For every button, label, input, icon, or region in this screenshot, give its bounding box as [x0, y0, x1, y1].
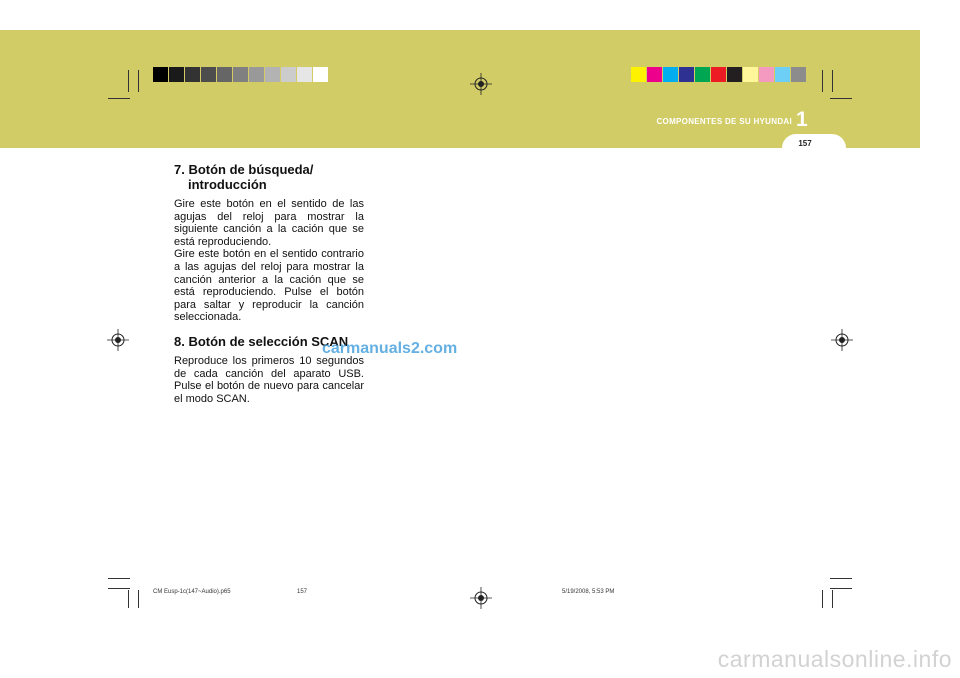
color-swatch: [313, 67, 328, 82]
color-swatch: [201, 67, 216, 82]
color-swatch: [217, 67, 232, 82]
crop-mark: [830, 588, 852, 589]
crop-mark: [832, 70, 833, 92]
crop-mark: [138, 590, 139, 608]
page-number: 157: [798, 139, 812, 148]
color-swatch: [663, 67, 678, 82]
footer-page: 157: [297, 589, 308, 595]
crop-mark: [108, 578, 130, 579]
footer-datetime: 5/19/2008, 5:53 PM: [562, 589, 615, 595]
crop-mark: [822, 590, 823, 608]
color-swatch: [281, 67, 296, 82]
paragraph: Gire este botón en el sentido de las agujas del reloj para mostrar la siguiente canción a la cación que se está reproduciendo.: [174, 198, 364, 248]
heading-scan-button: 8. Botón de selección SCAN: [174, 333, 349, 349]
content-column: [174, 162, 364, 411]
bottom-brand-text: carmanualsonline.info: [717, 646, 952, 672]
registration-mark-icon: [470, 587, 492, 609]
grayscale-color-bar: [153, 67, 329, 82]
heading-line: 7. Botón de búsqueda/: [174, 162, 314, 177]
watermark: carmanuals2.com: [322, 340, 458, 357]
heading-line: introducción: [188, 177, 267, 192]
crop-mark: [830, 98, 852, 99]
color-swatch: [249, 67, 264, 82]
color-swatch: [265, 67, 280, 82]
crop-mark: [108, 588, 130, 589]
color-swatch: [743, 67, 758, 82]
color-swatch: [775, 67, 790, 82]
section-title: COMPONENTES DE SU HYUNDAI: [656, 117, 792, 126]
crop-mark: [138, 70, 139, 92]
crop-mark: [830, 578, 852, 579]
color-swatch: [727, 67, 742, 82]
color-swatch: [711, 67, 726, 82]
crop-mark: [108, 98, 130, 99]
footer-filename: CM Eusp-1c(147~Audio).p65: [153, 589, 231, 595]
crop-mark: [128, 70, 129, 92]
registration-mark-icon: [470, 73, 492, 95]
bottom-brand: [0, 644, 960, 678]
registration-mark-icon: [107, 329, 129, 351]
heading-search-button: [174, 162, 364, 192]
color-swatch: [647, 67, 662, 82]
color-swatch: [233, 67, 248, 82]
color-swatch: [791, 67, 806, 82]
color-swatch: [185, 67, 200, 82]
color-swatch: [297, 67, 312, 82]
color-swatch: [631, 67, 646, 82]
crop-mark: [128, 590, 129, 608]
paragraph: Reproduce los primeros 10 segundos de cada canción del aparato USB. Pulse el botón de nuevo para cancelar el modo SCAN.: [174, 354, 364, 405]
process-color-bar: [631, 67, 807, 82]
crop-mark: [822, 70, 823, 92]
crop-mark: [832, 590, 833, 608]
chapter-number: 1: [796, 108, 808, 131]
color-swatch: [153, 67, 168, 82]
color-swatch: [679, 67, 694, 82]
color-swatch: [695, 67, 710, 82]
registration-mark-icon: [831, 329, 853, 351]
color-swatch: [169, 67, 184, 82]
paragraph: Gire este botón en el sentido contrario a las agujas del reloj para mostrar la canción anterior a la cación que se está reproduciendo. Pulse el botón para saltar y reproducir la canción seleccionada.: [174, 248, 364, 324]
color-swatch: [759, 67, 774, 82]
